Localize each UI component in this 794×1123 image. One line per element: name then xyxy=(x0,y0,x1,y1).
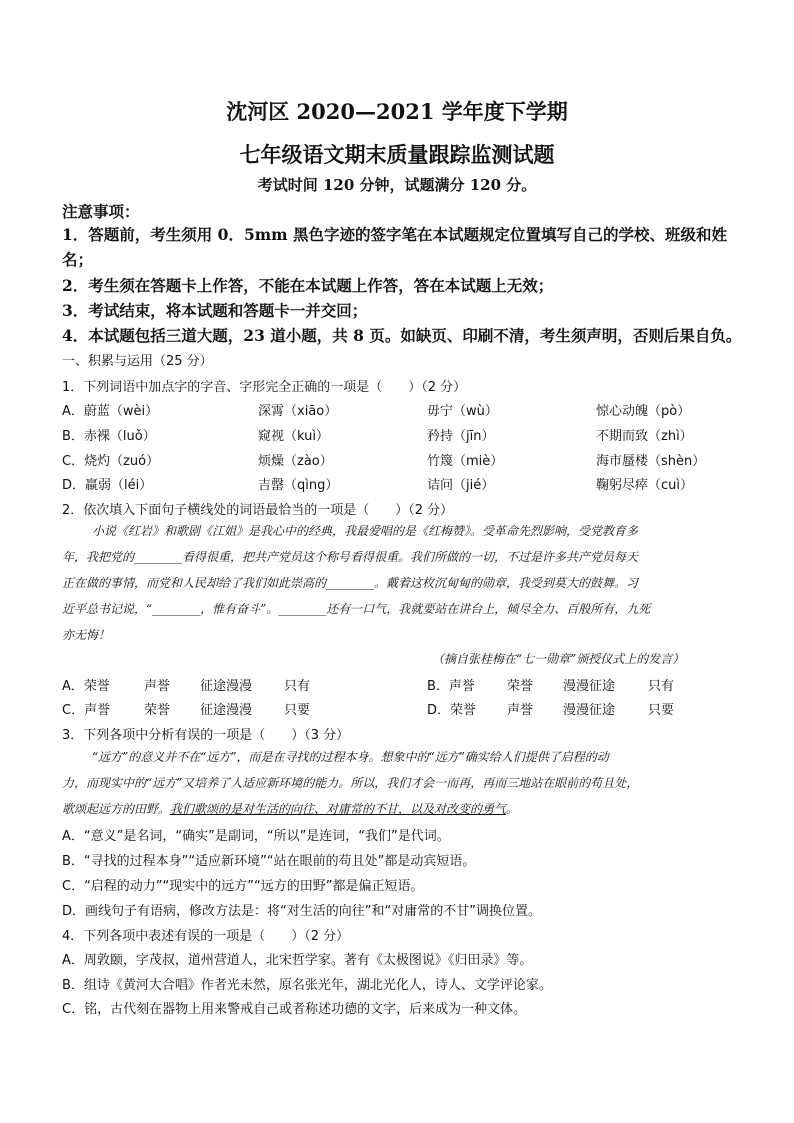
q2-passage-line-4: 近平总书记说，“________，惟有奋斗”。________还有一口气，我就要站在讲台上，倾尽全力、百般所有，九死 xyxy=(62,602,651,616)
q2-c-2: 荣誉 xyxy=(144,703,171,718)
q1-b-3: 矜持（jīn） xyxy=(427,429,495,444)
q2-c-4: 只要 xyxy=(284,703,311,718)
q4-option-b: B．组诗《黄河大合唱》作者光未然，原名张光年，湖北光化人，诗人、文学评论家。 xyxy=(62,978,552,993)
q3-option-b: B．“寻找的过程本身”“适应新环境”“站在眼前的苟且处”都是动宾短语。 xyxy=(62,854,476,869)
q2-passage-line-5: 亦无悔！ xyxy=(62,628,111,642)
q2-a-3: 征途漫漫 xyxy=(200,679,253,694)
q3-passage-end: 。 xyxy=(506,802,519,816)
q2-b-3: 漫漫征途 xyxy=(563,679,616,694)
q1-b-2: 窥视（kuì） xyxy=(258,429,329,444)
q1-a-2: 深霄（xiāo） xyxy=(258,404,338,419)
q1-d-4: 鞠躬尽瘁（cuì） xyxy=(596,478,693,493)
q2-c-3: 征途漫漫 xyxy=(200,703,253,718)
q4-stem: 4．下列各项中表述有误的一项是（ ）（2 分） xyxy=(62,929,350,944)
notes-heading: 注意事项： xyxy=(62,202,140,221)
q3-passage-line-1: “远方”的意义并不在“远方”，而是在寻找的过程本身。想象中的“远方”确实给人们提供了启程的动 xyxy=(92,750,609,764)
q3-underlined-sentence: 我们歌颂的是对生活的向往、对庸常的不甘，以及对改变的勇气 xyxy=(170,802,507,816)
q2-a-2: 声誉 xyxy=(144,679,171,694)
q1-c-2: 烦燥（zào） xyxy=(258,454,333,469)
q1-d-1: D．羸弱（léi） xyxy=(62,478,153,493)
section-1-heading: 一、积累与运用（25 分） xyxy=(62,354,213,369)
q3-passage-plain: 歌颂起远方的田野。 xyxy=(62,802,171,816)
note-4: 4．本试题包括三道大题，23 道小题，共 8 页。如缺页、印刷不清，考生须声明，否则后果自负。 xyxy=(62,326,742,345)
q1-b-4: 不期而致（zhì） xyxy=(596,429,693,444)
note-2: 2．考生须在答题卡上作答，不能在本试题上作答，答在本试题上无效； xyxy=(62,276,554,295)
q4-option-a: A．周敦颐，字茂叔，道州营道人，北宋哲学家。著有《太极图说》《归田录》等。 xyxy=(62,953,533,968)
q2-a-4: 只有 xyxy=(284,679,311,694)
exam-title: 沈河区 2020—2021 学年度下学期 xyxy=(226,99,568,124)
q1-a-3: 毋宁（wù） xyxy=(427,404,498,419)
q2-source: （摘自张桂梅在“七一勋章”颁授仪式上的发言） xyxy=(432,652,685,666)
q2-c-1: C．声誉 xyxy=(62,703,111,718)
q3-stem: 3．下列各项中分析有误的一项是（ ）（3 分） xyxy=(62,728,350,743)
q2-b-2: 荣誉 xyxy=(507,679,534,694)
q1-d-3: 诘问（jié） xyxy=(427,478,495,493)
q1-c-3: 竹篾（miè） xyxy=(427,454,504,469)
q3-passage-line-3 xyxy=(62,800,518,817)
q2-d-2: 声誉 xyxy=(507,703,534,718)
q3-option-a: A．“意义”是名词，“确实”是副词，“所以”是连词，“我们”是代词。 xyxy=(62,829,450,844)
q4-option-c: C．铭，古代刻在器物上用来警戒自己或者称述功德的文字，后来成为一种文体。 xyxy=(62,1002,527,1017)
q1-stem: 1．下列词语中加点字的字音、字形完全正确的一项是（ ）（2 分） xyxy=(62,380,467,395)
q2-stem: 2．依次填入下面句子横线处的词语最恰当的一项是（ ）（2 分） xyxy=(62,503,454,518)
q1-d-2: 吉罄（qìng） xyxy=(258,478,339,493)
note-1-cont: 名； xyxy=(62,250,94,269)
q2-passage-line-3: 正在做的事情，而党和人民却给了我们如此崇高的________。戴着这枚沉甸甸的勋章，我受到莫大的鼓舞。习 xyxy=(62,576,639,590)
note-3: 3．考试结束，将本试题和答题卡一并交回； xyxy=(62,301,368,320)
q1-c-1: C．烧灼（zuó） xyxy=(62,454,160,469)
q1-a-4: 惊心动魄（pò） xyxy=(596,404,691,419)
q2-b-1: B．声誉 xyxy=(427,679,475,694)
q2-passage-line-1: 小说《红岩》和歌剧《江姐》是我心中的经典，我最爱唱的是《红梅赞》。受革命先烈影响，受党教育多 xyxy=(92,524,639,538)
q2-d-1: D．荣誉 xyxy=(427,703,477,718)
q1-a-1: A．蔚蓝（wèi） xyxy=(62,404,159,419)
note-1: 1．答题前，考生须用 0．5mm 黑色字迹的签字笔在本试题规定位置填写自己的学校、班级和姓 xyxy=(62,225,727,244)
q2-d-4: 只要 xyxy=(648,703,675,718)
q2-passage-line-2: 年，我把党的________看得很重，把共产党员这个称号看得很重。我们所做的一切，不过是许多共产党员每天 xyxy=(62,550,639,564)
q2-a-1: A．荣誉 xyxy=(62,679,110,694)
q3-option-c: C．“启程的动力”“现实中的远方”“远方的田野”都是偏正短语。 xyxy=(62,879,424,894)
q1-c-4: 海市蜃楼（shèn） xyxy=(596,454,706,469)
exam-info: 考试时间 120 分钟，试题满分 120 分。 xyxy=(257,176,537,194)
q2-b-4: 只有 xyxy=(648,679,675,694)
q1-b-1: B．赤裸（luǒ） xyxy=(62,429,156,444)
q3-option-d: D．画线句子有语病，修改方法是：将“对生活的向往”和“对庸常的不甘”调换位置。 xyxy=(62,904,541,919)
exam-subtitle: 七年级语文期末质量跟踪监测试题 xyxy=(239,142,555,167)
q2-d-3: 漫漫征途 xyxy=(563,703,616,718)
q3-passage-line-2: 力，而现实中的“远方”又培养了人适应新环境的能力。所以，我们才会一而再，再而三地站在眼前的苟且处， xyxy=(62,776,639,790)
